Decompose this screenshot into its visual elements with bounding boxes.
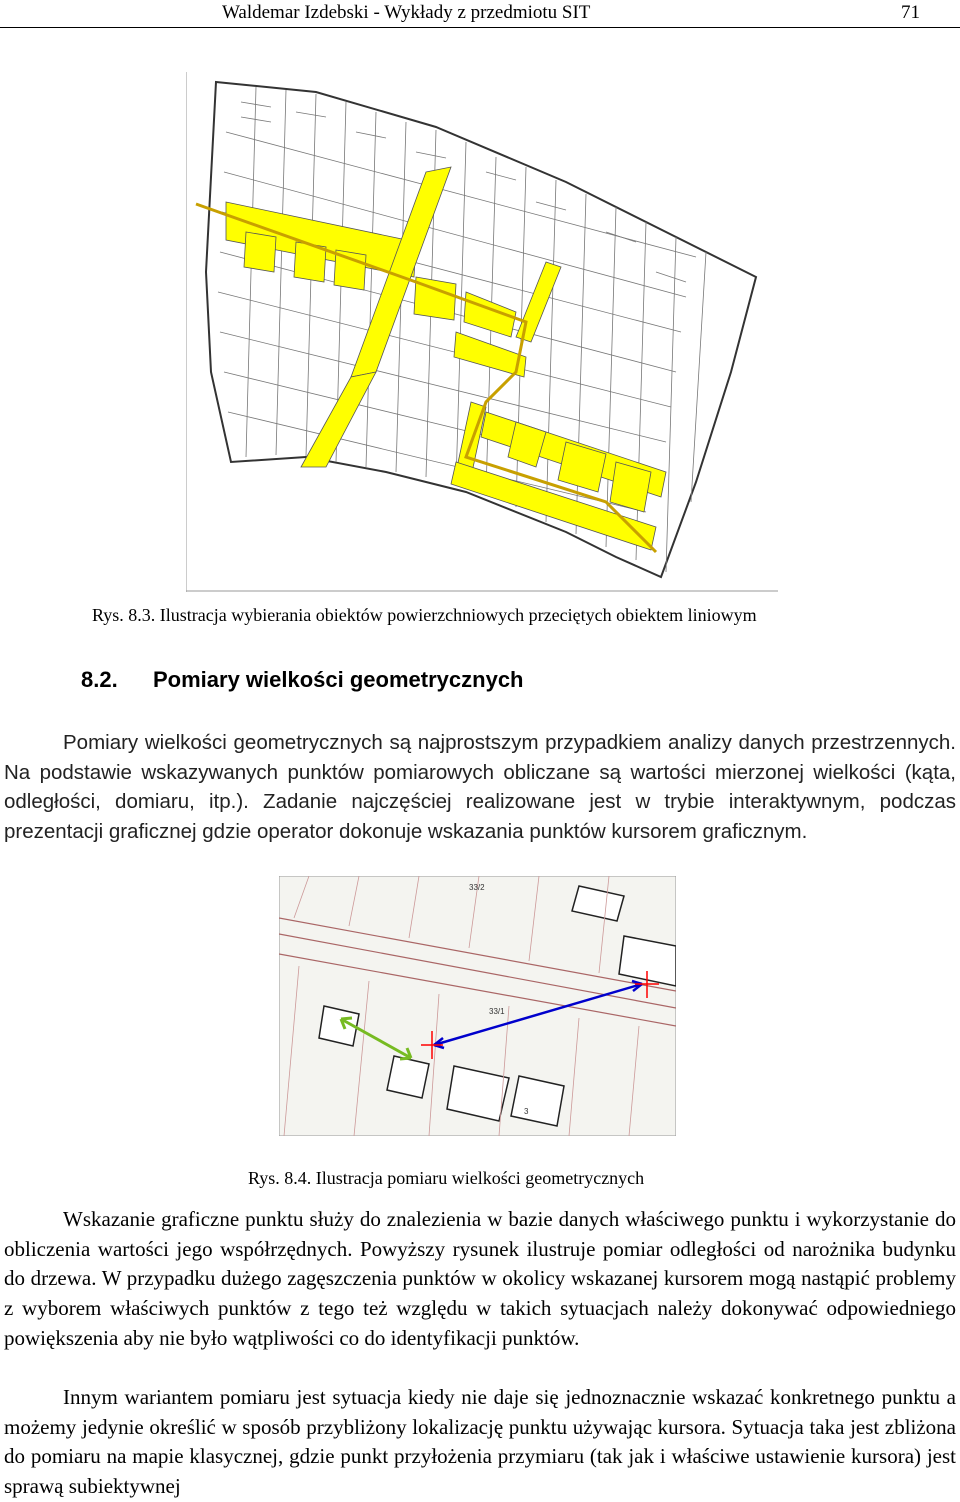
header-title: Waldemar Izdebski - Wykłady z przedmiotu SIT [222, 2, 591, 23]
section-heading [81, 667, 524, 693]
page-number: 71 [901, 2, 920, 23]
parcel-map-figure [186, 72, 778, 592]
section-title: Pomiary wielkości geometrycznych [153, 667, 524, 692]
page-header [0, 0, 960, 28]
figure-caption-8-3: Rys. 8.3. Ilustracja wybierania obiektów powierzchniowych przeciętych obiektem liniowym [92, 605, 757, 625]
map-label: 3 [524, 1107, 529, 1116]
measurement-map-figure [279, 876, 676, 1136]
paragraph-1: Pomiary wielkości geometrycznych są najprostszym przypadkiem analizy danych przestrzennych. Na podstawie wskazywanych punktów pomiarowych obliczane są wartości mierzonej wielkości (kąta, odległości, domiaru, itp.). Zadanie najczęściej realizowane jest w trybie interaktywnym, podczas prezentacji graficznej gdzie operator dokonuje wskazania punktów kursorem graficznym. [4, 731, 956, 844]
paragraph-2: Wskazanie graficzne punktu służy do znalezienia w bazie danych właściwego punktu i wykorzystanie do obliczenia wartości jego współrzędnych. Powyższy rysunek ilustruje pomiar odległości od narożnika budynku do drzewa. W przypadku dużego zagęszczenia punktów w okolicy wskazanej kursorem mogą nastąpić problemy z wyborem właściwych punktów z tego też względu w takich sytuacjach należy dokonywać odpowiedniego powiększenia aby nie było wątpliwości co do identyfikacji punktów. [4, 1207, 956, 1350]
figure-caption-8-4: Rys. 8.4. Ilustracja pomiaru wielkości geometrycznych [248, 1168, 645, 1188]
paragraph-3: Innym wariantem pomiaru jest sytuacja kiedy nie daje się jednoznacznie wskazać konkretnego punktu a możemy jedynie określić w sposób przybliżony lokalizację punktu używając kursora. Sytuacja taka jest zbliżona do pomiaru na mapie klasycznej, gdzie punkt przyłożenia przymiaru (tak jak i właściwe ustawienie kursora) jest sprawą subiektywnej [4, 1385, 956, 1499]
map-label: 33/2 [469, 883, 485, 892]
map-label: 33/1 [489, 1007, 505, 1016]
section-number: 8.2. [81, 667, 118, 692]
